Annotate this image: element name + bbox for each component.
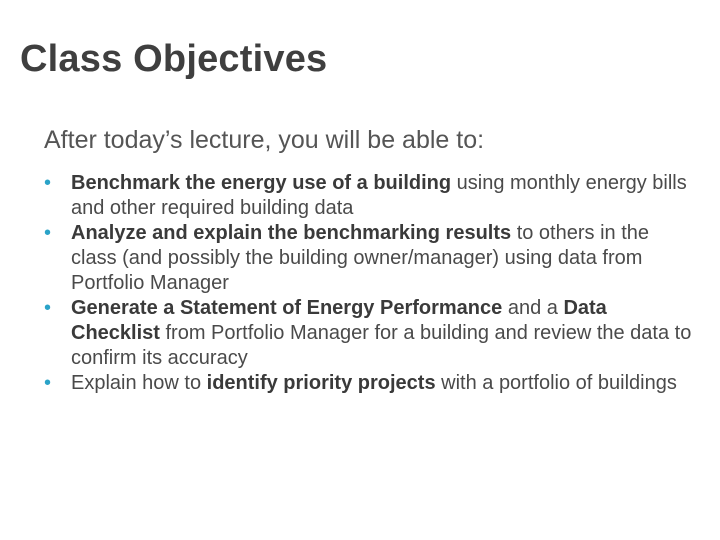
bullet-text: Explain how to [71, 372, 207, 394]
list-item [44, 171, 694, 221]
intro-text: After today’s lecture, you will be able to: [44, 126, 485, 154]
bullet-emphasis: Data Checklist [71, 297, 607, 344]
slide-body [44, 124, 694, 396]
bullet-text: with a portfolio of buildings [435, 372, 677, 394]
bullet-emphasis: identify priority projects [206, 372, 436, 394]
bullet-icon: • [44, 372, 52, 394]
slide-title: Class Objectives [20, 38, 328, 80]
bullet-text: from Portfolio Manager for a building and review the data to confirm its accuracy [71, 322, 692, 369]
list-item [44, 221, 694, 296]
bullet-icon: • [44, 222, 52, 244]
bullet-text: and a [502, 297, 564, 319]
bullet-emphasis: Benchmark the energy use of a building [71, 172, 452, 194]
bullet-emphasis: Analyze and explain the benchmarking results [71, 222, 512, 244]
bullet-text: using monthly energy bills and other required building data [71, 172, 687, 219]
bullet-icon: • [44, 172, 52, 194]
objectives-list [44, 171, 694, 396]
list-item [44, 296, 694, 371]
bullet-text: to others in the class (and possibly the building owner/manager) using data from Portfolio Manager [71, 222, 650, 294]
bullet-emphasis: Generate a Statement of Energy Performance [71, 297, 503, 319]
bullet-icon: • [44, 297, 52, 319]
list-item [44, 371, 694, 396]
